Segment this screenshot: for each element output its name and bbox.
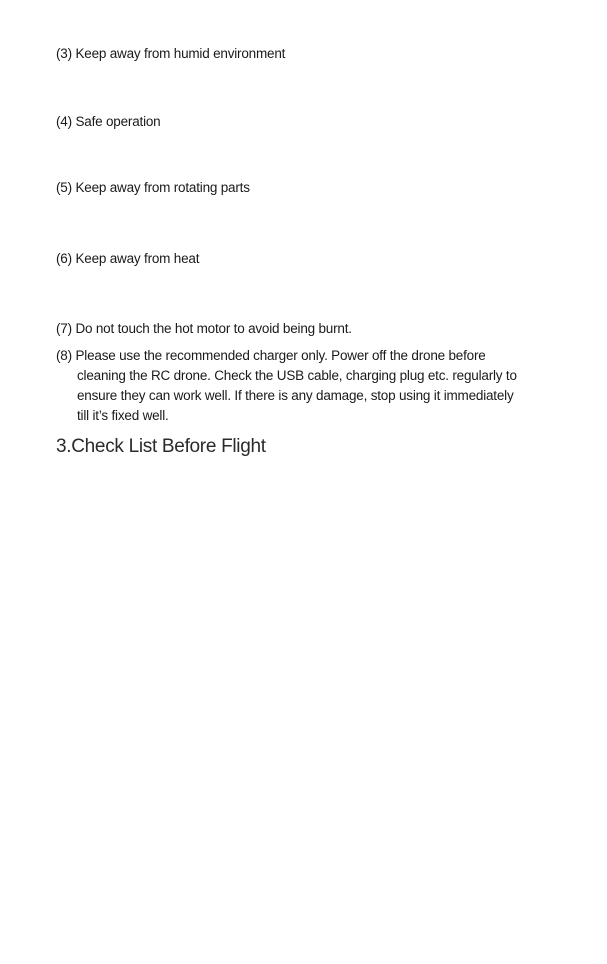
item-text: Please use the recommended charger only. Power off the drone before	[75, 348, 486, 363]
item-number: (7)	[56, 321, 72, 336]
item-line: cleaning the RC drone. Check the USB cable, charging plug etc. regularly to	[77, 368, 517, 383]
warning-item-heat	[56, 249, 199, 269]
item-text: Do not touch the hot motor to avoid being burnt.	[75, 321, 352, 336]
item-text: Keep away from heat	[75, 251, 200, 266]
warning-item-rotating-parts	[56, 178, 250, 198]
item-number: (5)	[56, 180, 72, 195]
item-line	[56, 346, 546, 366]
item-line: ensure they can work well. If there is any damage, stop using it immediately	[77, 388, 514, 403]
item-text: Safe operation	[75, 114, 161, 129]
item-number: (3)	[56, 46, 72, 61]
item-number: (4)	[56, 114, 72, 129]
warning-item-safe-operation	[56, 112, 161, 132]
warning-item-humid	[56, 44, 285, 64]
warning-item-charger	[56, 346, 546, 426]
section-title: 3.Check List Before Flight	[56, 436, 266, 457]
item-text: Keep away from rotating parts	[75, 180, 250, 195]
item-line: till it’s fixed well.	[77, 408, 169, 423]
item-text: Keep away from humid environment	[75, 46, 286, 61]
item-number: (6)	[56, 251, 72, 266]
warning-item-hot-motor	[56, 319, 352, 339]
item-number: (8)	[56, 348, 72, 363]
